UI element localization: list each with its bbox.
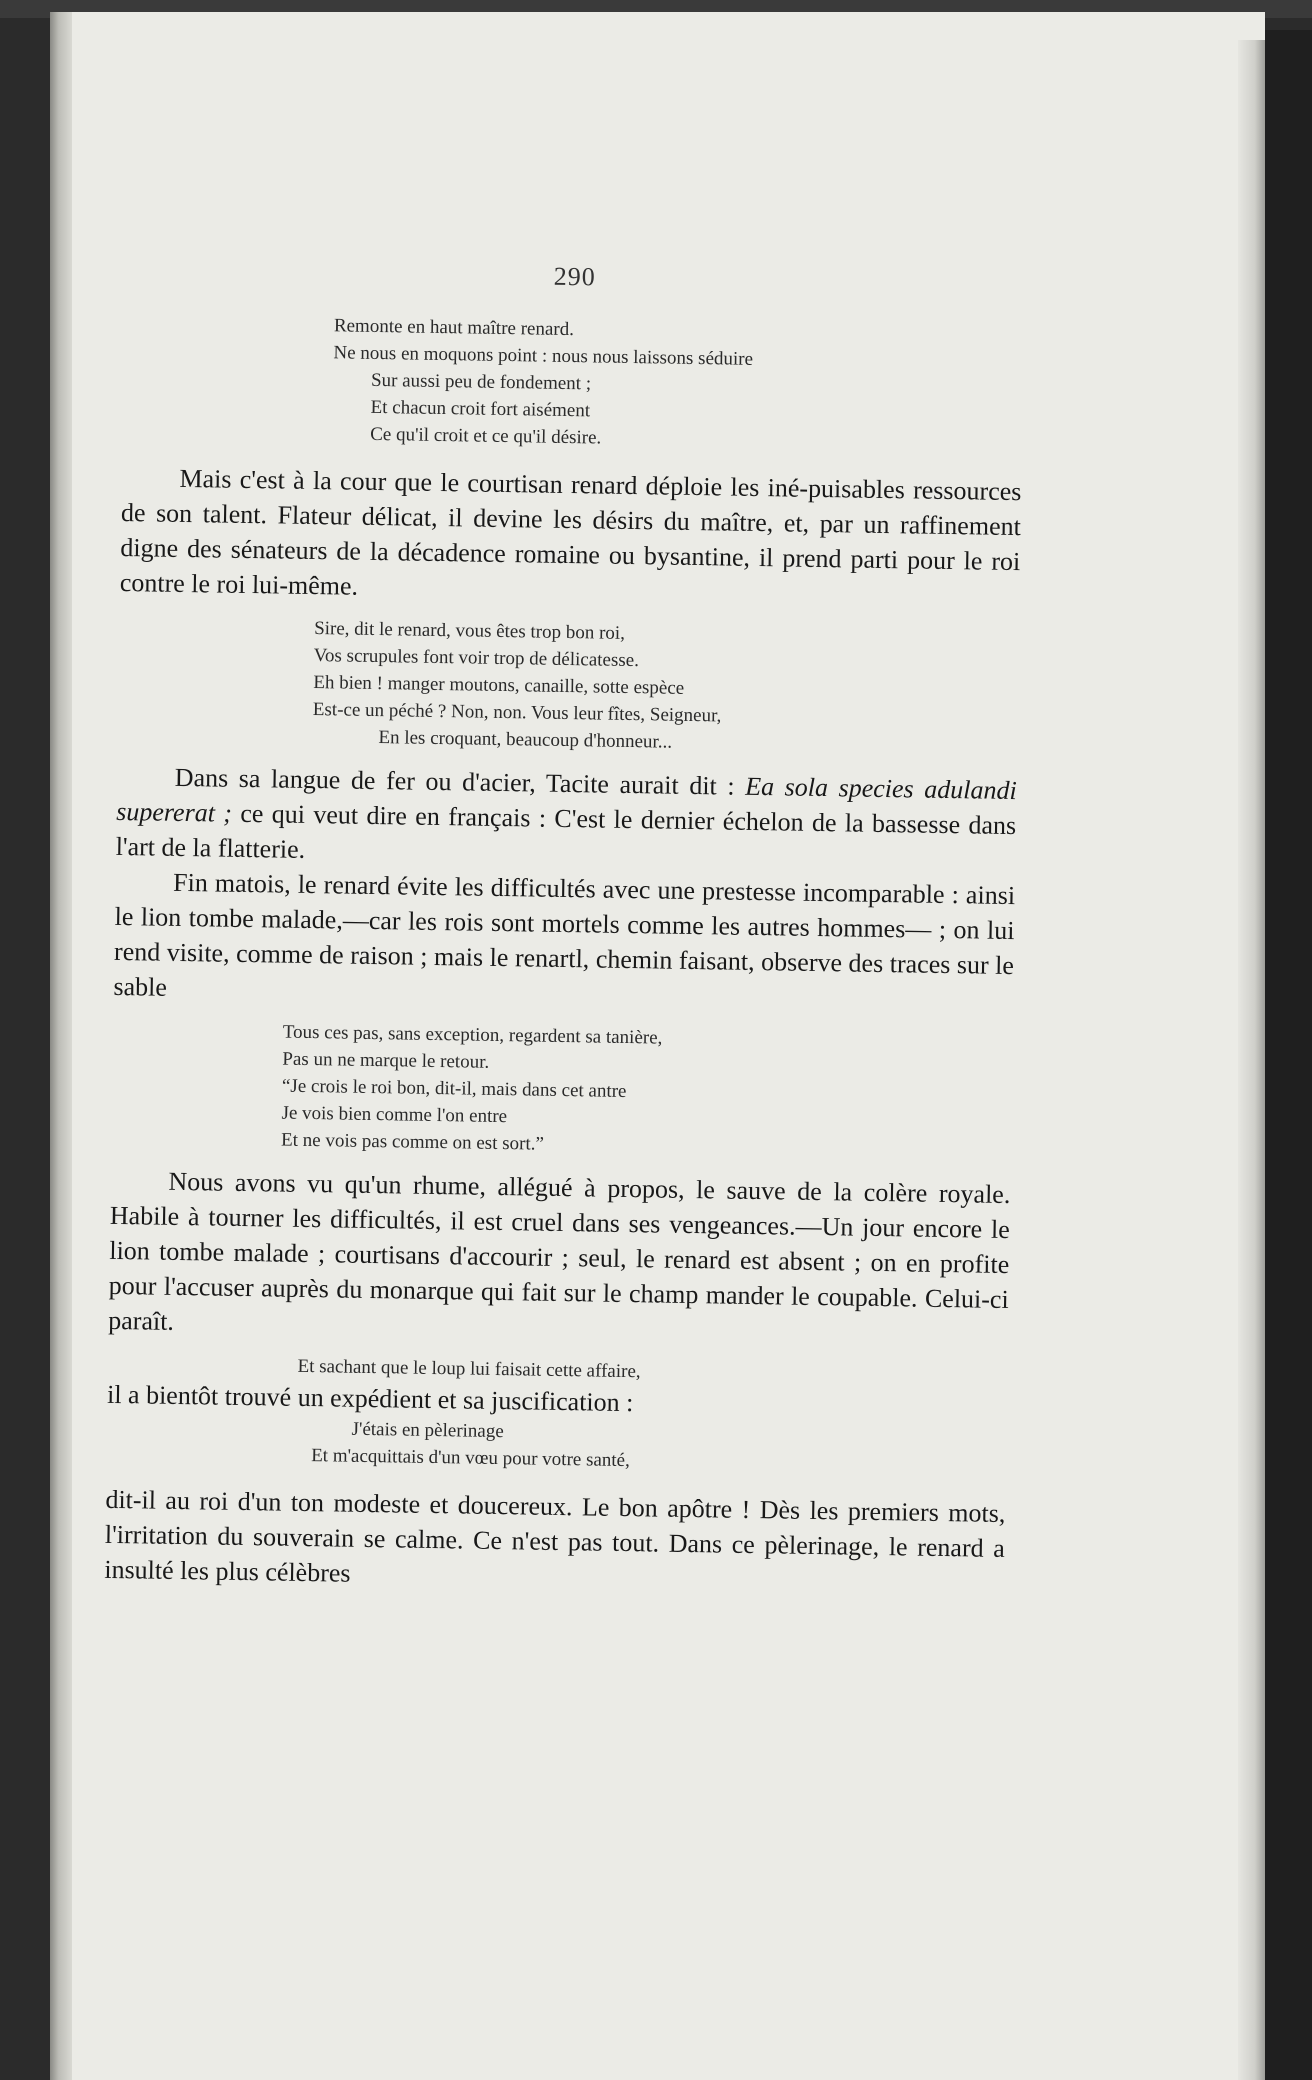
verse-line: Tous ces pas, sans exception, regardent sa tanière, [282,1021,663,1049]
verse-line: Pas un ne marque le retour. [282,1048,490,1073]
verse-quote-5 [311,1415,1007,1480]
verse-quote-3 [281,1019,1013,1165]
verse-line: J'étais en pèlerinage [351,1418,504,1443]
verse-line: Ce qu'il croit et ce qu'il désire. [370,423,602,449]
verse-quote-1 [332,312,1024,458]
verse-line: Remonte en haut maître renard. [333,315,575,341]
verse-line: Et chacun croit fort aisément [370,396,591,422]
scan-border-right [1265,30,1312,2080]
verse-line: Vos scrupules font voir trop de délicatesse. [313,645,640,672]
verse-line: Sire, dit le renard, vous êtes trop bon roi, [313,618,626,644]
verse-line: Et ne vois pas comme on est sort.” [280,1129,545,1155]
paragraph: Nous avons vu qu'un rhume, allégué à propos, le sauve de la colère royale. Habile à tourner les difficultés, il est cruel dans ses vengeances.—Un jour encore le lion tombe malade ; courtisans d'accourir ; seul, le renard est absent ; on en profite pour l'accuser auprès du monarque qui fait sur le champ mander le coupable. Celui-ci paraît. [108,1166,1011,1336]
paragraph-text: Dans sa langue de fer ou d'acier, Tacite aurait dit : [174,762,746,801]
page-text [104,255,1025,1601]
verse-quote-2 [312,615,1019,761]
verse-line: En les croquant, beaucoup d'honneur... [378,727,673,753]
verse-line: Et sachant que le loup lui faisait cette affaire, [297,1355,641,1383]
verse-line: Sur aussi peu de fondement ; [370,369,592,395]
verse-line: Je vois bien comme l'on entre [281,1102,508,1128]
verse-line: “Je crois le roi bon, dit-il, mais dans cet antre [281,1075,627,1102]
next-page-edge [1238,40,1266,2080]
paragraph: Mais c'est à la cour que le courtisan renard déploie les iné-puisables ressources de son talent. Flateur délicat, il devine les désirs du maître, et, par un raffinement digne des sénateurs de la décadence romaine ou bysantine, il prend parti pour le roi contre le roi lui-même. [119,463,1022,601]
paragraph-text: ce qui veut dire en français : C'est le dernier échelon de la bassesse dans l'art de la flatterie. [115,798,1017,864]
book-spine-shadow [50,12,72,2080]
verse-line: Est-ce un péché ? Non, non. Vous leur fîtes, Seigneur, [312,699,722,727]
paragraph [115,759,1017,878]
latin-quote: Ea sola species adulandi supererat ; [116,771,1017,828]
paragraph: Fin matois, le renard évite les difficultés avec une prestesse incomparable : ainsi le lion tombe malade,—car les rois sont mortels comme les autres hommes— ; on lui rend visite, comme de raison ; mais le renartl, chemin faisant, observe des traces sur le sable [113,867,1016,1002]
verse-line: Et m'acquittais d'un vœu pour votre santé, [311,1445,630,1472]
paragraph: il a bientôt trouvé un expédient et sa juscification : [106,1379,634,1418]
verse-line: Eh bien ! manger moutons, canaille, sotte espèce [313,672,685,699]
paragraph: dit-il au roi d'un ton modeste et doucereux. Le bon apôtre ! Dès les premiers mots, l'irritation du souverain se calme. Ce n'est pas tout. Dans ce pèlerinage, le renard a insulté les plus célèbres [104,1484,1006,1588]
verse-line: Ne nous en moquons point : nous nous laissons séduire [333,342,754,370]
page-number: 290 [553,261,596,292]
